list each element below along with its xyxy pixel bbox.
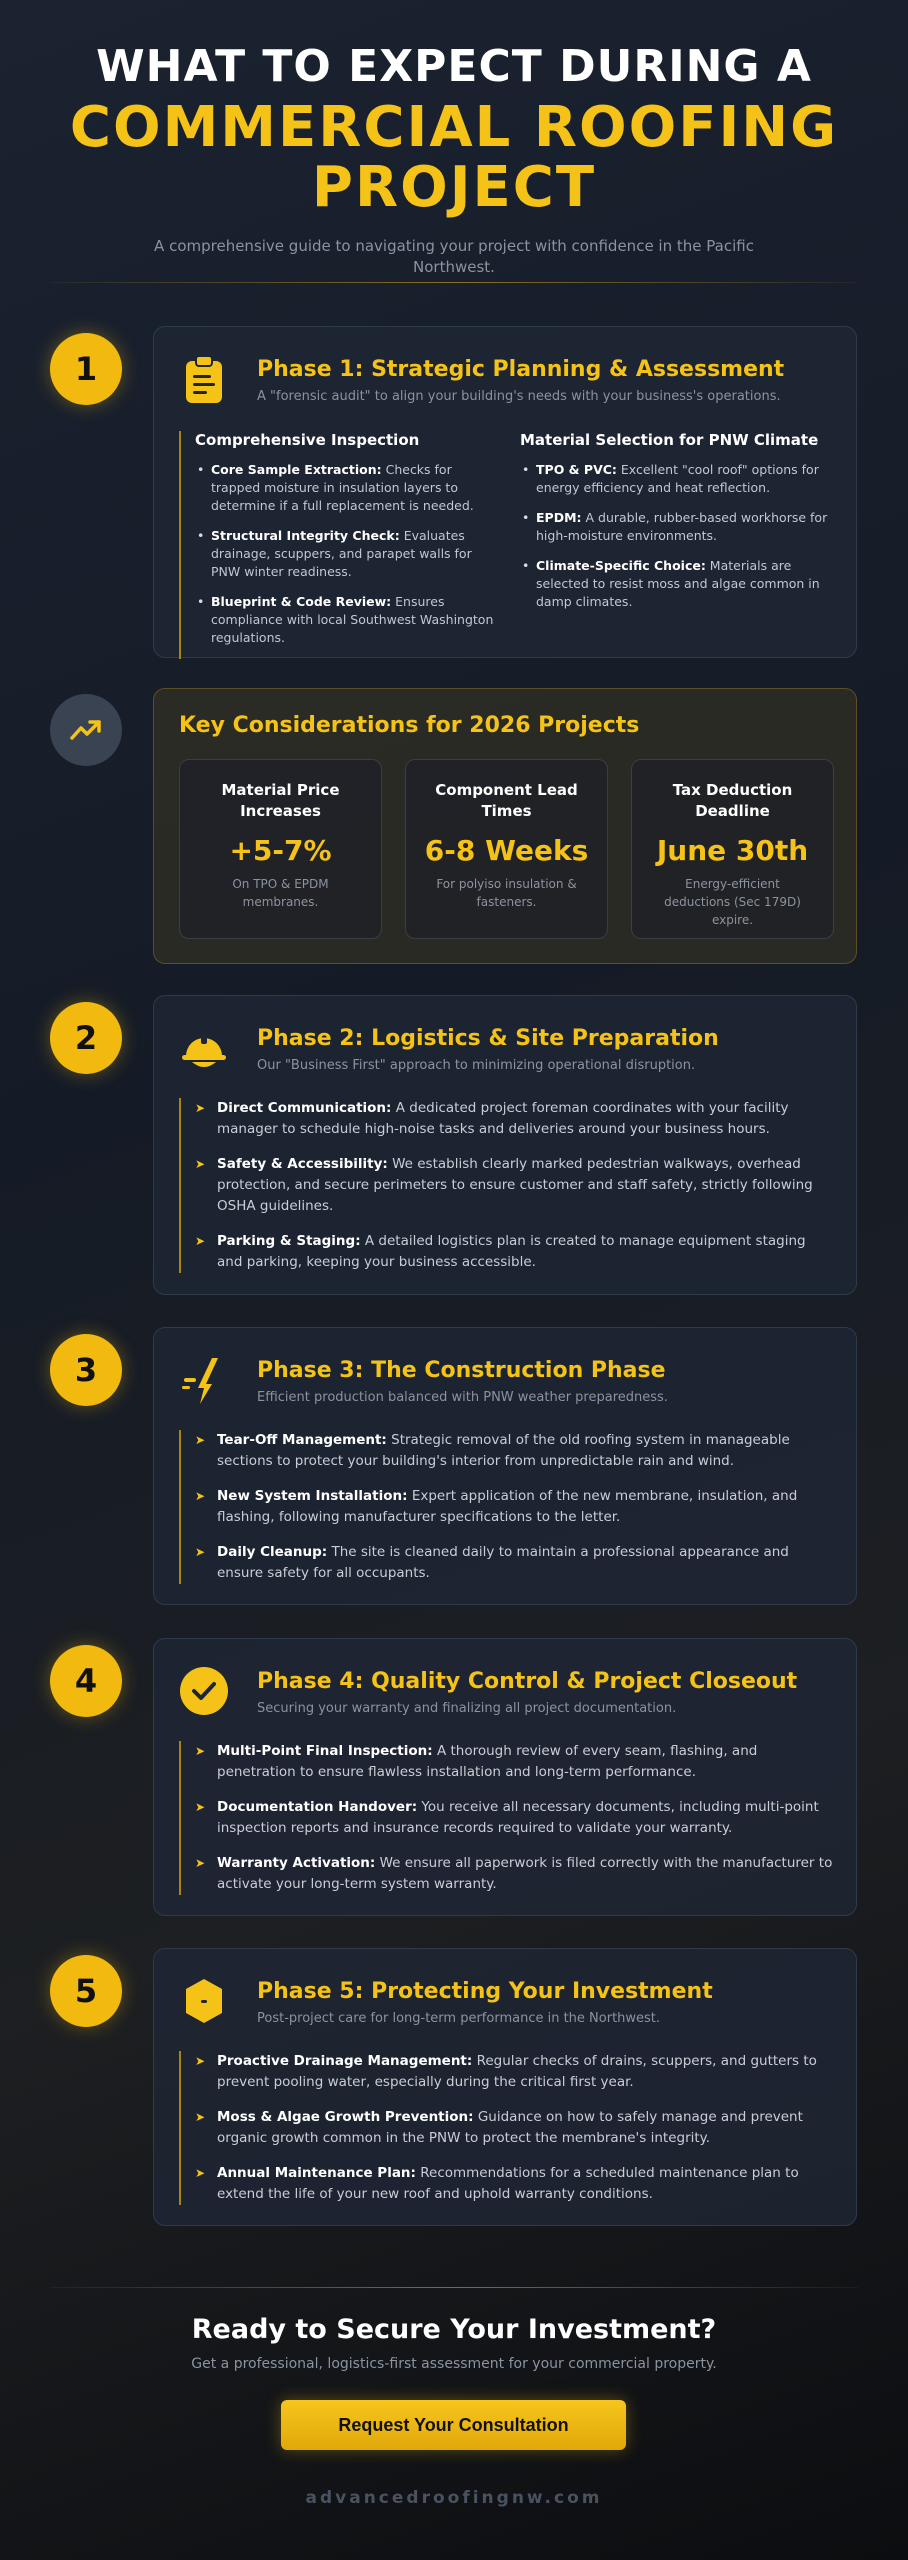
- phase-2-list: [179, 1098, 833, 1273]
- title-line-3: PROJECT: [311, 155, 597, 220]
- list-item: • Core Sample Extraction: Checks for trapped moisture in insulation layers to determine if a full replacement is needed.: [195, 461, 497, 515]
- chevron-right-icon: ➤: [195, 1545, 206, 1559]
- material-column: [520, 431, 836, 623]
- cta-title: Ready to Secure Your Investment?: [191, 2314, 717, 2345]
- clipboard-icon: [178, 353, 230, 405]
- list-item: ➤ Parking & Staging: A detailed logistics plan is created to manage equipment staging and parking, keeping your business accessible.: [195, 1233, 806, 1270]
- list-item: • Blueprint & Code Review: Ensures compliance with local Southwest Washington regulations.: [195, 593, 497, 647]
- stat-lead-times: [405, 759, 608, 939]
- phase-2-title: Phase 2: Logistics & Site Preparation: [257, 1026, 719, 1051]
- chevron-right-icon: ➤: [195, 1101, 206, 1115]
- phase-4-number: 4: [50, 1645, 122, 1717]
- list-item: • Structural Integrity Check: Evaluates drainage, scuppers, and parapet walls for PNW winter readiness.: [195, 527, 497, 581]
- title-line-2: COMMERCIAL ROOFING: [69, 95, 839, 160]
- list-item: ➤ Safety & Accessibility: We establish clearly marked pedestrian walkways, overhead protection, and secure perimeters to ensure customer and staff safety, strictly following OSHA guidelines.: [195, 1156, 813, 1214]
- phase-2-subtitle: Our "Business First" approach to minimizing operational disruption.: [257, 1058, 696, 1073]
- chevron-right-icon: ➤: [195, 2110, 206, 2124]
- phase-3-list: [179, 1430, 833, 1584]
- phase-3-card: [153, 1327, 857, 1605]
- phase-5-card: [153, 1948, 857, 2226]
- inspection-list: [195, 461, 497, 647]
- considerations-title: Key Considerations for 2026 Projects: [179, 713, 640, 738]
- trending-up-icon: [68, 712, 104, 748]
- list-item: • EPDM: A durable, rubber-based workhorse for high-moisture environments.: [520, 509, 836, 545]
- check-circle-icon: [178, 1665, 230, 1717]
- chevron-right-icon: ➤: [195, 1157, 206, 1171]
- inspection-column: [179, 431, 497, 659]
- stat-value: 6-8 Weeks: [424, 834, 589, 867]
- material-list: [520, 461, 836, 611]
- page-header: [0, 40, 908, 278]
- title-line-1: WHAT TO EXPECT DURING A: [96, 41, 812, 92]
- chevron-right-icon: ➤: [195, 2166, 206, 2180]
- header-divider: [50, 282, 858, 283]
- phase-2-card: [153, 995, 857, 1295]
- phase-5-number: 5: [50, 1955, 122, 2027]
- footer-url[interactable]: advancedroofingnw.com: [305, 2488, 603, 2508]
- stat-note: Energy-efficient deductions (Sec 179D) expire.: [664, 877, 801, 927]
- phase-1-number: 1: [50, 333, 122, 405]
- list-item: ➤ Annual Maintenance Plan: Recommendations for a scheduled maintenance plan to extend the life of your new roof and uphold warranty conditions.: [195, 2165, 799, 2202]
- cta-subtitle: Get a professional, logistics-first assessment for your commercial property.: [191, 2356, 717, 2372]
- stat-label: Tax Deduction Deadline: [672, 781, 793, 820]
- stat-note: On TPO & EPDM membranes.: [232, 877, 329, 909]
- stat-label: Material Price Increases: [221, 781, 340, 820]
- tools-icon: [178, 1354, 230, 1406]
- shield-icon: [178, 1975, 230, 2027]
- phase-3-subtitle: Efficient production balanced with PNW weather preparedness.: [257, 1390, 668, 1405]
- phase-4-title: Phase 4: Quality Control & Project Closeout: [257, 1669, 798, 1694]
- list-item: ➤ Warranty Activation: We ensure all paperwork is filed correctly with the manufacturer to activate your long-term system warranty.: [195, 1855, 833, 1892]
- request-consultation-button[interactable]: Request Your Consultation: [281, 2400, 626, 2450]
- material-heading: Material Selection for PNW Climate: [520, 431, 819, 449]
- list-item: ➤ Proactive Drainage Management: Regular checks of drains, scuppers, and gutters to prevent pooling water, especially during the critical first year.: [195, 2053, 817, 2090]
- stat-value: +5-7%: [229, 834, 332, 867]
- stat-tax-deadline: [631, 759, 834, 939]
- chevron-right-icon: ➤: [195, 1744, 206, 1758]
- list-item: ➤ Daily Cleanup: The site is cleaned daily to maintain a professional appearance and ensure safety for all occupants.: [195, 1544, 789, 1581]
- list-item: • TPO & PVC: Excellent "cool roof" options for energy efficiency and heat reflection.: [520, 461, 836, 497]
- list-item: ➤ Direct Communication: A dedicated project foreman coordinates with your facility manager to schedule high-noise tasks and deliveries around your business hours.: [195, 1100, 789, 1137]
- stat-value: June 30th: [656, 834, 809, 867]
- chevron-right-icon: ➤: [195, 1234, 206, 1248]
- phase-3-title: Phase 3: The Construction Phase: [257, 1358, 666, 1383]
- phase-4-list: [179, 1741, 833, 1895]
- stat-price: [179, 759, 382, 939]
- trending-badge: [50, 694, 122, 766]
- phase-1-subtitle: A "forensic audit" to align your building's needs with your business's operations.: [257, 389, 781, 404]
- page-subtitle: A comprehensive guide to navigating your project with confidence in the Pacific Northwest.: [154, 237, 754, 276]
- phase-4-subtitle: Securing your warranty and finalizing all project documentation.: [257, 1701, 677, 1716]
- stat-note: For polyiso insulation & fasteners.: [436, 877, 577, 909]
- chevron-right-icon: ➤: [195, 1800, 206, 1814]
- phase-1-card: [153, 326, 857, 658]
- chevron-right-icon: ➤: [195, 1856, 206, 1870]
- stat-label: Component Lead Times: [435, 781, 578, 820]
- considerations-card: [153, 688, 857, 964]
- chevron-right-icon: ➤: [195, 1433, 206, 1447]
- list-item: ➤ Multi-Point Final Inspection: A thorough review of every seam, flashing, and penetration to ensure flawless installation and long-term performance.: [195, 1743, 758, 1780]
- hard-hat-icon: [178, 1022, 230, 1074]
- list-item: ➤ Moss & Algae Growth Prevention: Guidance on how to safely manage and prevent organic growth common in the PNW to protect the membrane's integrity.: [195, 2109, 803, 2146]
- phase-5-list: [179, 2051, 833, 2205]
- list-item: ➤ Documentation Handover: You receive all necessary documents, including multi-point inspection reports and insurance records required to validate your warranty.: [195, 1799, 819, 1836]
- phase-3-number: 3: [50, 1334, 122, 1406]
- inspection-heading: Comprehensive Inspection: [195, 431, 420, 449]
- list-item: ➤ New System Installation: Expert application of the new membrane, insulation, and flashing, following manufacturer specifications to the letter.: [195, 1488, 798, 1525]
- phase-1-title: Phase 1: Strategic Planning & Assessment: [257, 357, 785, 382]
- phase-5-title: Phase 5: Protecting Your Investment: [257, 1979, 713, 2004]
- list-item: ➤ Tear-Off Management: Strategic removal of the old roofing system in manageable sections to protect your building's interior from unpredictable rain and wind.: [195, 1432, 790, 1469]
- phase-5-subtitle: Post-project care for long-term performance in the Northwest.: [257, 2011, 661, 2026]
- chevron-right-icon: ➤: [195, 2054, 206, 2068]
- cta-divider: [50, 2287, 858, 2288]
- list-item: • Climate-Specific Choice: Materials are selected to resist moss and algae common in damp climates.: [520, 557, 836, 611]
- phase-2-number: 2: [50, 1002, 122, 1074]
- phase-4-card: [153, 1638, 857, 1916]
- chevron-right-icon: ➤: [195, 1489, 206, 1503]
